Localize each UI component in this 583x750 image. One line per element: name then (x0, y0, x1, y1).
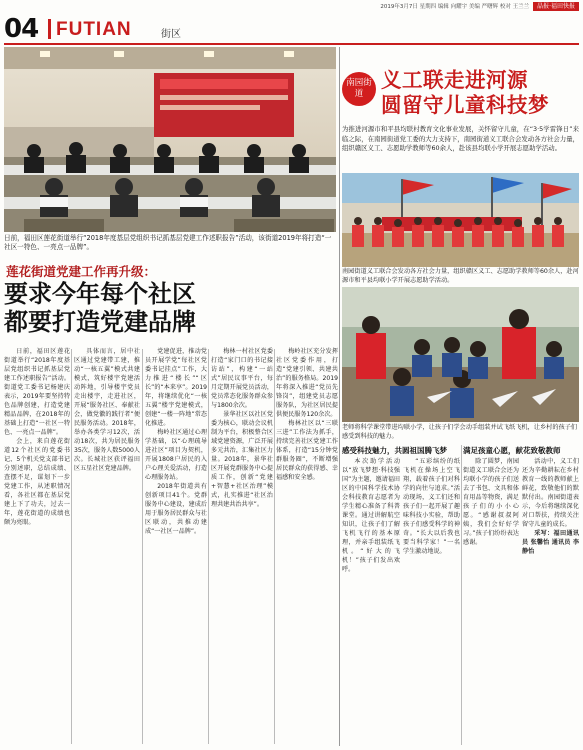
science-class-caption: 老师将科学课堂带进均联小学，让孩子们学会动手组装并试飞纸飞机，让乡村的孩子们感受到科技的魅力。 (342, 424, 578, 440)
paragraph: 具体而言，居中社区通过党建带工建，推动“一核五翼”模式共建模式，筑好楼宇党建活动阵地，引导楼宇党员走出楼宇，走进社区，开展“服务社区、奉献社会，做党徽的践行者”便民服务活动。2018年，举办各类学习12次，活动18次，共为居民服务35次，服务人数5000人次。长城社区获评福田区五星社区党建品牌。 (74, 348, 140, 472)
right-body-col-3 (463, 457, 519, 746)
section1-title: 感受科技魅力，共圆祖国腾飞梦 (342, 446, 447, 455)
masthead-topline (4, 1, 579, 11)
page-header (4, 13, 579, 45)
paragraph: 2018年街道共有创新项目41个。党群服务中心建设，建成后用于服务居民群众与社区联动，共推动建成“一社区一品牌”。 (145, 483, 207, 535)
right-headline-line2: 圆留守儿童科技梦 (381, 93, 549, 117)
paragraph: 活动中，义工们还为辛勤耕耘在乡村教育一线的教师献上鲜花，致敬他们的默默付出。南园街道表示，今后将继续深化对口帮扶，持续关注留守儿童的成长。 (522, 458, 579, 528)
column-rule (208, 349, 209, 744)
left-headline-line2: 都要打造党建品牌 (4, 308, 196, 336)
right-body-col-4 (522, 457, 579, 746)
page-number: 04 (4, 14, 39, 44)
left-body-col-1 (4, 347, 70, 746)
science-class-illustration (342, 287, 579, 422)
meeting-photo-illustration (4, 47, 336, 232)
column-rule (142, 349, 143, 744)
left-story-headline (4, 280, 336, 336)
right-body-col-4-text (522, 457, 579, 529)
volunteers-photo-caption: 南园街道义工联合会发动各方社会力量，组织赣区义工、志愿助学教师等60余人，赴河源市和平县均联小学开展志愿助学活动。 (342, 268, 579, 284)
left-story-subhead: 莲花街道党建工作再升级： (6, 264, 157, 279)
paragraph: 梅岭社区通过心理学基础，以“心理疏导进社区”项目为契机，开展1808户居民的入户心理关爱活动，打造心理服务站。 (145, 429, 207, 481)
left-body-col-4 (211, 347, 273, 746)
paragraph: 本次助学活动以“放飞梦想·科技强国”为主题，邀请福田区的中国科学技术协会科技教育志愿者为学生精心准备了科普课堂。通过讲解航空知识，让孩子们了解飞机飞行的基本原理，并亲手组装纸飞机。“好大的飞机！”孩子们发出欢呼。 (342, 458, 400, 573)
left-headline-line1: 要求今年每个社区 (4, 280, 196, 308)
paragraph: 日前，福田区莲花街道举行“2018年度基层党组织书记抓基层党建工作述职报告”活动。街道党工委书记杨建庆表示，2019年要坚持特色品牌创建，打造党建精品品牌，在2018年的基础上打造“一社区一特色、一亮点一品牌”。 (4, 348, 70, 436)
paper-name-badge: 晶报·福田快报 (533, 2, 579, 11)
paragraph: 梅岭社区充分发挥社区党委作用，打造“党建引领、共建共治”的服务格局。2019年将深入推进“党员先锋岗”，组建党员志愿服务队，为社区居民提供便民服务120余次。 (276, 348, 338, 418)
right-body-col-1 (342, 457, 400, 746)
paragraph: 党建促进，推动党员开展学党“每社区党委书记挂点”工作，大力推进“楼长”“区长”的“本来享”。2019年，将继续优化“一核五翼”楼宇党建模式，创建“一楼一阵地”常态化推进。 (145, 348, 207, 427)
header-divider-bar (48, 19, 51, 39)
column-rule (461, 445, 462, 745)
paragraph: 景华社区以社区党委为核心，联动会议机制为平台，积极整合区域党建资源，广泛开展多元共治，汇集社区力量。2018年，景华社区开展党群服务中心提质工作，创新“党建+智慧+社区治理”模式，扎实推进“社区治理共建共治共享”。 (211, 411, 273, 508)
paragraph: 梅林一村社区党委打造“家门口的书记接访站”，构建“一站式”居民议事平台，每月定期开展党员活动，党员常态化服务群众参与1800余次。 (211, 348, 273, 409)
right-story-headline (381, 68, 581, 118)
byline: 采写：福田通讯员 张馨怡 通讯员 李静怡 (522, 530, 579, 555)
left-body-col-2 (74, 347, 140, 746)
volunteers-group-illustration (342, 173, 579, 267)
volunteers-group-photo (342, 173, 579, 267)
meeting-photo (4, 47, 336, 232)
dateline: 2019年3月7日 星期四 编辑 向耀宇 美编 严曙辉 校对 王兰兰 (380, 4, 530, 10)
section-title-en: FUTIAN (56, 19, 132, 40)
paragraph: 除了圆梦，南园街道义工联合会还为均联小学的孩子们送去了书包、文具和体育用品等物资，满足孩子们的小小心愿。“感谢叔叔阿姨，我们会好好学习。”孩子们纷纷表达感谢。 (463, 458, 519, 546)
section2-title: 满足孩童心愿，献花致敬教师 (463, 446, 561, 455)
page-center-rule (339, 47, 340, 746)
science-class-photo (342, 287, 579, 422)
kicker-badge: 南园街道 (342, 72, 376, 106)
column-rule (274, 349, 275, 744)
right-story-lead: 为推进河源市和平县均联村教育文化事业发展，关怀留守儿童，在“3·5学雷锋日”来临之际，在南园街道党工委的大力支持下，南园街道义工联合会发动各方社会力量，组织赣区义工、志愿助学教师等60余人，赴该县均联小学开展志愿助学活动。 (342, 125, 579, 152)
right-body-col-2 (403, 457, 460, 746)
left-body-col-3 (145, 347, 207, 746)
left-body-col-5 (276, 347, 338, 746)
right-headline-line1: 义工联走进河源 (381, 68, 528, 92)
paragraph: 梅林社区以“三联三进”工作法为抓手，持续完善社区党建工作体系，打造“15分钟党群服务圈”，不断增强居民群众的获得感、幸福感和安全感。 (276, 420, 338, 481)
section-title-zh: 街区 (161, 29, 181, 40)
meeting-photo-caption: 日前，福田区莲花街道举行“2018年度基层党组织书记抓基层党建工作述职报告”活动，该街道2019年将打造“一社区一特色、一亮点一品牌”。 (4, 234, 332, 251)
paragraph: “五彩缤纷的纸飞机在操场上空飞翔，载着孩子们对科学的向往与追求。”活动现场，义工们还和孩子们一起开展了趣味科技小实验，帮助孩子们感受科学的神奇。“长大以后我也要当科学家！”一名学生激动地说。 (403, 458, 460, 555)
column-rule (71, 349, 72, 744)
paragraph: 会上，来自莲花街道12个社区的党委书记、5个机关党支部书记分别述职，总结成绩、查摆不足，谋划下一步党建工作，从述职情况看，各社区都在基层党建上下了功夫，过去一年，莲花街道的成绩也颇为亮眼。 (4, 438, 70, 526)
